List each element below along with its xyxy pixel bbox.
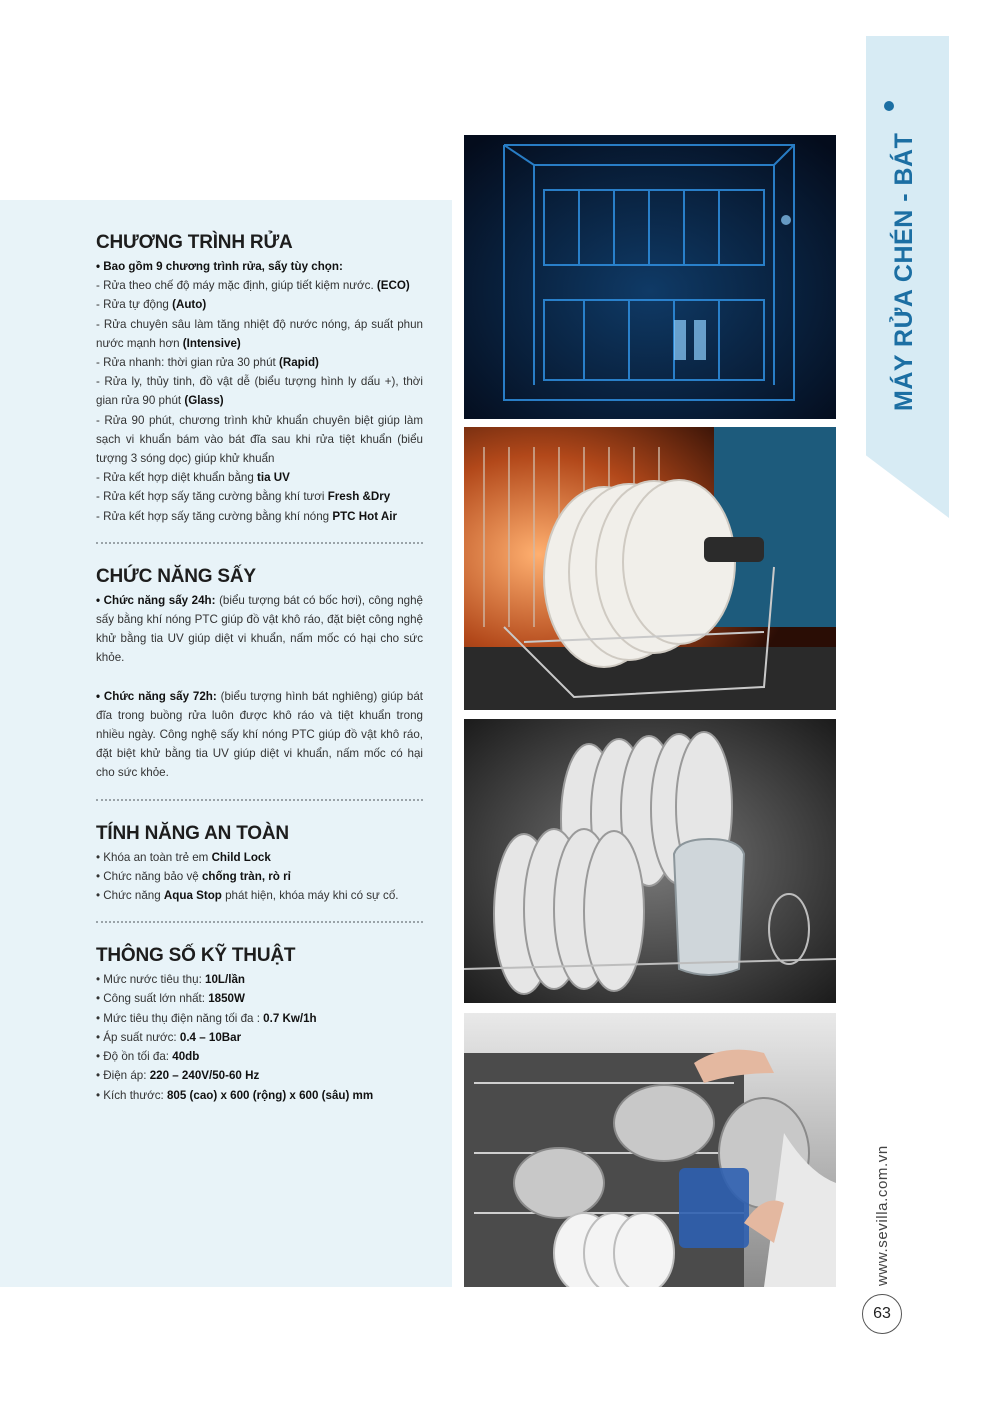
- section-heading: CHƯƠNG TRÌNH RỬA: [96, 232, 293, 253]
- list-item: - Rửa nhanh: thời gian rửa 30 phút (Rapid): [96, 356, 319, 370]
- intro-text: • Bao gồm 9 chương trình rửa, sấy tùy chọn:: [96, 260, 343, 273]
- dotted-divider: [96, 921, 423, 923]
- list-item: - Rửa ly, thủy tinh, đồ vật dễ (biểu tượng hình ly dấu +), thời gian rửa 90 phút (Glass): [96, 375, 423, 408]
- section-safety: [96, 823, 423, 906]
- section-programs: [96, 232, 423, 526]
- list-item: - Rửa kết hợp sấy tăng cường bằng khí nóng PTC Hot Air: [96, 509, 397, 523]
- spec-row: • Áp suất nước: 0.4 – 10Bar: [96, 1030, 242, 1044]
- spec-row: • Mức nước tiêu thụ: 10L/lần: [96, 973, 245, 987]
- list-item: - Rửa 90 phút, chương trình khử khuẩn chuyên biệt giúp làm sạch vi khuẩn bám vào bát đĩa sau khi rửa tiệt khuẩn (biểu tượng 3 sóng dọc) giúp khử khuẩn: [96, 413, 423, 466]
- spec-row: • Điện áp: 220 – 240V/50-60 Hz: [96, 1069, 260, 1083]
- page-number: 63: [862, 1294, 902, 1334]
- photo-xray-dishwasher: [464, 135, 836, 419]
- list-item: - Rửa tự động (Auto): [96, 298, 207, 312]
- bullet-dot-icon: [884, 101, 894, 111]
- list-item: • Chức năng Aqua Stop phát hiện, khóa máy khi có sự cố.: [96, 889, 399, 903]
- dotted-divider: [96, 799, 423, 801]
- spec-row: • Công suất lớn nhất: 1850W: [96, 992, 245, 1006]
- photo-plates-washing: [464, 719, 836, 1003]
- section-heading: THÔNG SỐ KỸ THUẬT: [96, 945, 296, 967]
- section-heading: TÍNH NĂNG AN TOÀN: [96, 822, 289, 844]
- content-column: [96, 232, 423, 1105]
- dotted-divider: [96, 542, 423, 544]
- list-item: - Rửa chuyên sâu làm tăng nhiệt độ nước nóng, áp suất phun nước mạnh hơn (Intensive): [96, 317, 423, 350]
- list-item: - Rửa kết hợp sấy tăng cường bằng khí tươi Fresh &Dry: [96, 490, 391, 504]
- photo-dishwasher-plates: [464, 427, 836, 710]
- section-drying: [96, 566, 423, 783]
- photo-loading-dishwasher: [464, 1013, 836, 1287]
- spec-row: • Kích thước: 805 (cao) x 600 (rộng) x 600 (sâu) mm: [96, 1088, 374, 1102]
- list-item: • Khóa an toàn trẻ em Child Lock: [96, 850, 271, 864]
- website-url: www.sevilla.com.vn: [874, 1145, 891, 1286]
- category-title: MÁY RỬA CHÉN - BÁT: [890, 132, 918, 411]
- section-heading: CHỨC NĂNG SẤY: [96, 565, 256, 587]
- spec-row: • Mức tiêu thụ điện năng tối đa : 0.7 Kw/1h: [96, 1011, 317, 1025]
- list-item: - Rửa kết hợp diệt khuẩn bằng tia UV: [96, 471, 290, 485]
- spec-row: • Độ ồn tối đa: 40db: [96, 1050, 200, 1064]
- paragraph: • Chức năng sấy 72h: (biểu tượng hình bát nghiêng) giúp bát đĩa trong buồng rửa luôn được khô ráo và tiệt khuẩn trong nhiều ngày. Công nghệ sấy khí nóng PTC giúp đồ vật khô ráo, đặt biệt khử bằng tia UV giúp diệt vi khuẩn, nấm mốc có hại cho sức khỏe.: [96, 689, 423, 780]
- list-item: • Chức năng bảo vệ chống tràn, rò rỉ: [96, 869, 291, 883]
- section-specs: [96, 945, 423, 1104]
- list-item: - Rửa theo chế độ máy mặc định, giúp tiết kiệm nước. (ECO): [96, 279, 410, 293]
- paragraph: • Chức năng sấy 24h: (biểu tượng bát có bốc hơi), công nghệ sấy bằng khí nóng PTC giúp đồ vật khô ráo, đặt biệt công nghệ khử bằng tia UV giúp diệt vi khuẩn, nấm mốc có hại cho sức khỏe.: [96, 593, 423, 665]
